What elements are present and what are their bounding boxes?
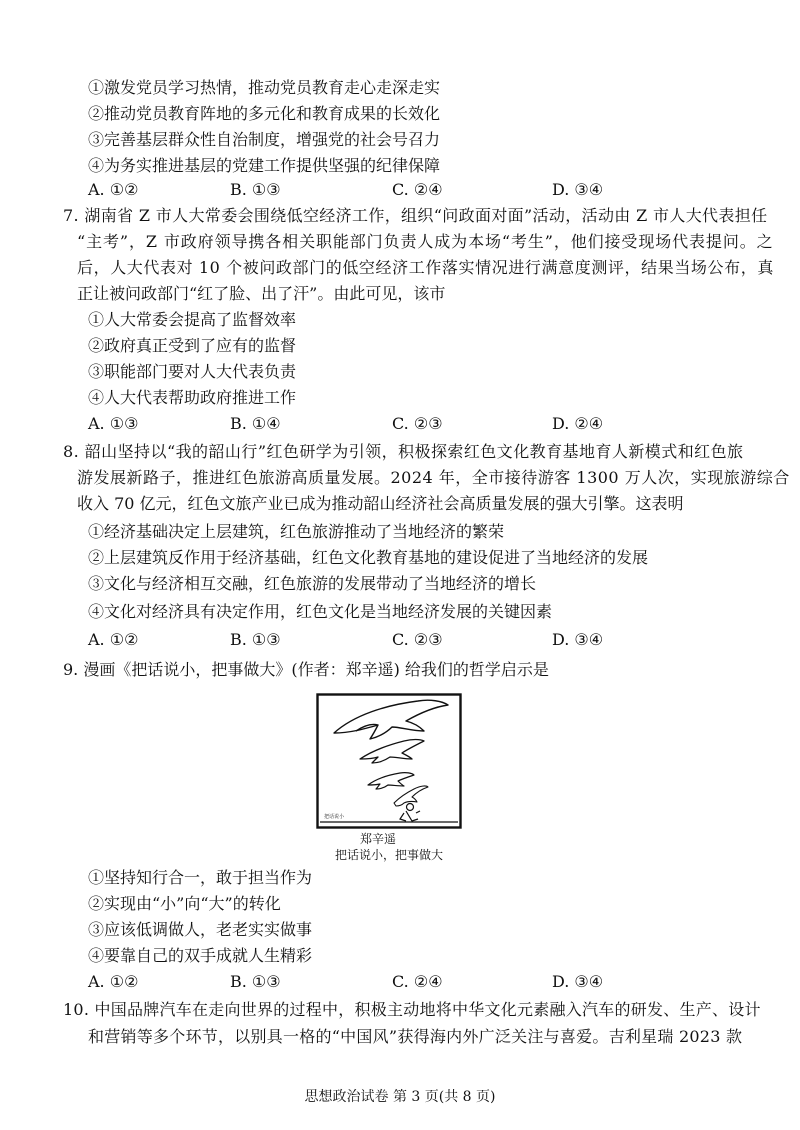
q10-stem-line-2: 和营销等多个环节，以别具一格的“中国风”获得海内外广泛关注与喜爱。吉利星瑞 2023 款 (88, 1027, 743, 1046)
q7-option-d: D. ②④ (552, 414, 604, 433)
q8-option-c: C. ②③ (392, 630, 443, 649)
q6-option-d: D. ③④ (552, 180, 604, 199)
cartoon-author: 郑辛遥 (360, 832, 397, 846)
q9-item-2: ②实现由“小”向“大”的转化 (88, 894, 281, 913)
q6-option-c: C. ②④ (392, 180, 443, 199)
q9-stem: 9. 漫画《把话说小，把事做大》(作者：郑辛遥) 给我们的哲学启示是 (63, 660, 549, 679)
q7-item-3: ③职能部门要对人大代表负责 (88, 362, 297, 381)
q7-option-a: A. ①③ (88, 414, 139, 433)
q6-item-1: ①激发党员学习热情，推动党员教育走心走深走实 (88, 78, 441, 97)
cartoon-scribble: 把话说小 (324, 814, 345, 820)
q9-item-4: ④要靠自己的双手成就人生精彩 (88, 946, 313, 965)
q7-option-c: C. ②③ (392, 414, 443, 433)
q9-option-d: D. ③④ (552, 972, 604, 991)
q10-stem-line-1: 10. 中国品牌汽车在走向世界的过程中，积极主动地将中华文化元素融入汽车的研发、生产、设计 (63, 1000, 761, 1019)
q6-item-2: ②推动党员教育阵地的多元化和教育成果的长效化 (88, 104, 441, 123)
q9-item-1: ①坚持知行合一，敢于担当作为 (88, 868, 313, 887)
q7-stem-line-2: “主考”，Z 市政府领导携各相关职能部门负责人成为本场“考生”，他们接受现场代表提问。之 (77, 232, 774, 251)
cartoon-caption: 把话说小，把事做大 (335, 848, 444, 862)
q7-stem-line-4: 正让被问政部门“红了脸、出了汗”。由此可见，该市 (77, 284, 446, 303)
q8-item-1: ①经济基础决定上层建筑，红色旅游推动了当地经济的繁荣 (88, 522, 505, 541)
q8-option-d: D. ③④ (552, 630, 604, 649)
q7-stem-line-1: 7. 湖南省 Z 市人大常委会围绕低空经济工作，组织“问政面对面”活动，活动由 Z 市人大代表担任 (63, 206, 768, 225)
q8-option-a: A. ①② (88, 630, 139, 649)
q7-stem-line-3: 后，人大代表对 10 个被问政部门的低空经济工作落实情况进行满意度测评，结果当场公布，真 (77, 258, 774, 277)
q8-item-4: ④文化对经济具有决定作用，红色文化是当地经济发展的关键因素 (88, 602, 553, 621)
q8-stem-line-1: 8. 韶山坚持以“我的韶山行”红色研学为引领，积极探索红色文化教育基地育人新模式和红色旅 (63, 442, 744, 461)
q7-item-1: ①人大常委会提高了监督效率 (88, 310, 297, 329)
q7-item-2: ②政府真正受到了应有的监督 (88, 336, 297, 355)
q6-item-4: ④为务实推进基层的党建工作提供坚强的纪律保障 (88, 156, 441, 175)
q8-item-3: ③文化与经济相互交融，红色旅游的发展带动了当地经济的增长 (88, 574, 537, 593)
q8-item-2: ②上层建筑反作用于经济基础，红色文化教育基地的建设促进了当地经济的发展 (88, 548, 649, 567)
q6-item-3: ③完善基层群众性自治制度，增强党的社会号召力 (88, 130, 441, 149)
q9-item-3: ③应该低调做人，老老实实做事 (88, 920, 313, 939)
q9-option-b: B. ①③ (230, 972, 281, 991)
cartoon-figure (316, 693, 462, 831)
q9-option-c: C. ②④ (392, 972, 443, 991)
q7-item-4: ④人大代表帮助政府推进工作 (88, 388, 297, 407)
q8-stem-line-2: 游发展新路子，推进红色旅游高质量发展。2024 年，全市接待游客 1300 万人次，实现旅游综合 (77, 468, 790, 487)
q6-option-a: A. ①② (88, 180, 139, 199)
q8-stem-line-3: 收入 70 亿元，红色文旅产业已成为推动韶山经济社会高质量发展的强大引擎。这表明 (77, 494, 684, 513)
q7-option-b: B. ①④ (230, 414, 281, 433)
q8-option-b: B. ①③ (230, 630, 281, 649)
q9-option-a: A. ①② (88, 972, 139, 991)
q6-option-b: B. ①③ (230, 180, 281, 199)
page-footer: 思想政治试卷 第 3 页(共 8 页) (304, 1089, 496, 1105)
